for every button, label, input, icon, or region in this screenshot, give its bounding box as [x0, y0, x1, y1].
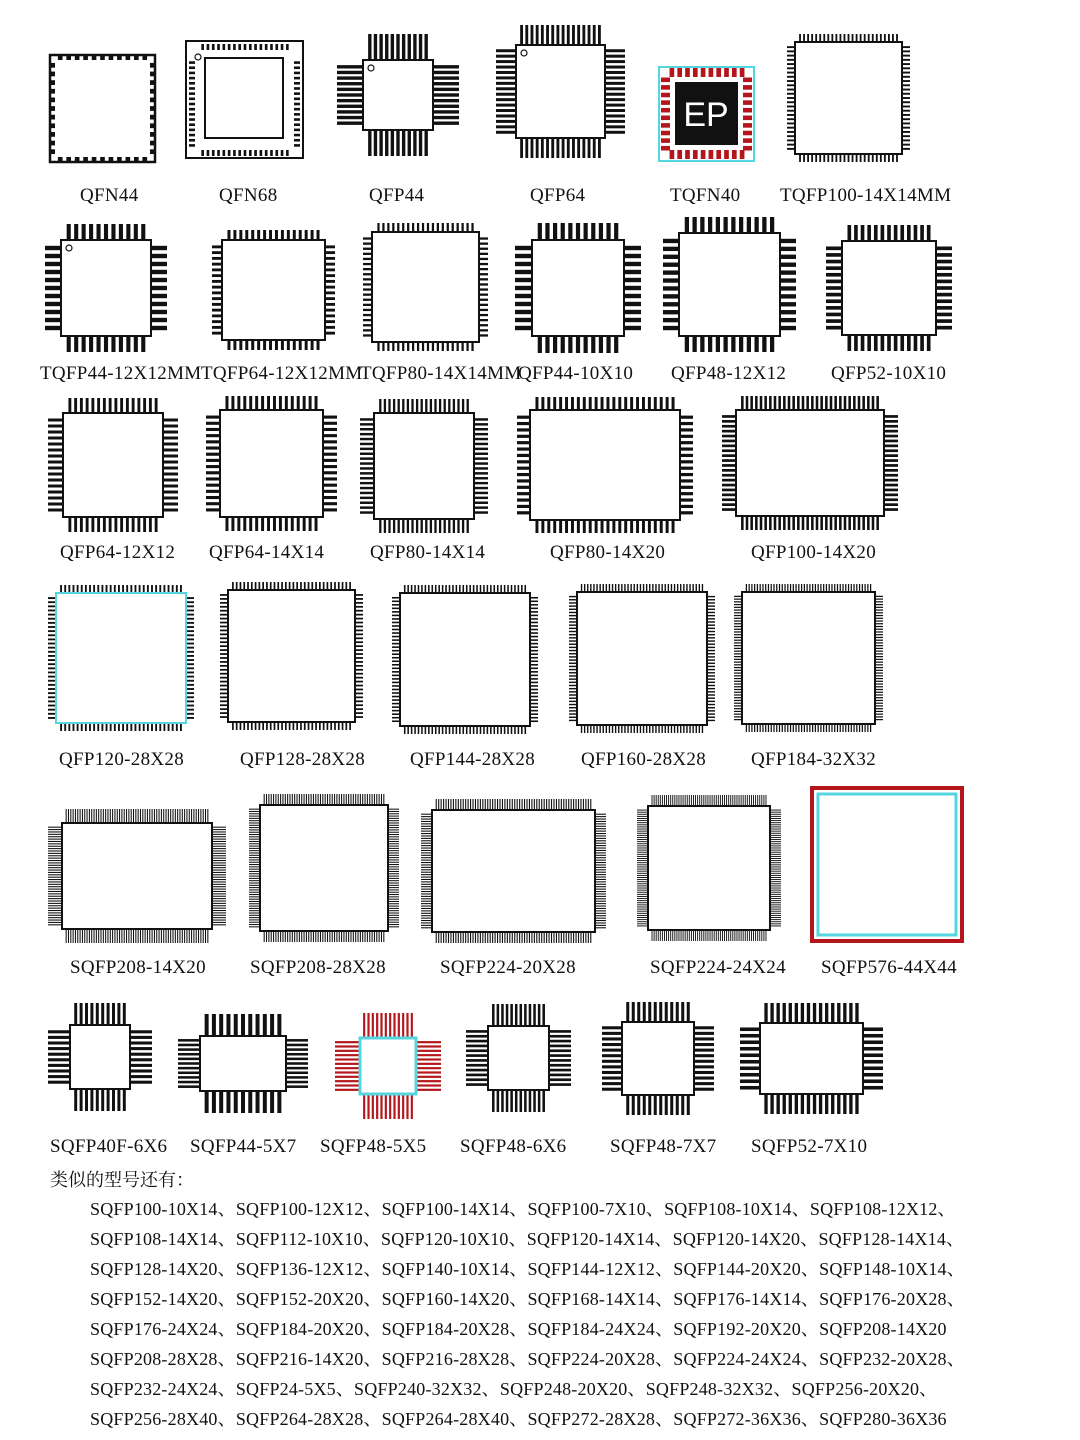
label-sqfp208-28x28: SQFP208-28X28 [250, 957, 386, 978]
label-tqfp64-12x12mm: TQFP64-12X12MM [201, 363, 363, 384]
package-sqfp44-5x7 [178, 1014, 308, 1113]
package-qfp44-10x10 [515, 223, 641, 353]
more-models-line: SQFP208-28X28、SQFP216-14X20、SQFP216-28X28、SQFP224-20X28、SQFP224-24X24、SQFP232-20X28、 [90, 1349, 965, 1369]
label-tqfp100-14x14mm: TQFP100-14X14MM [780, 185, 952, 206]
package-qfp100-14x20 [722, 396, 898, 530]
package-sqfp224-20x28 [421, 799, 606, 943]
label-qfp184-32x32: QFP184-32X32 [751, 749, 877, 770]
label-qfp80-14x14: QFP80-14X14 [370, 542, 486, 563]
label-sqfp52-7x10: SQFP52-7X10 [751, 1136, 868, 1157]
package-tqfp100-14x14mm [787, 34, 910, 162]
more-models-line: SQFP100-10X14、SQFP100-12X12、SQFP100-14X14、SQFP100-7X10、SQFP108-10X14、SQFP108-12X12、 [90, 1199, 956, 1219]
label-sqfp208-14x20: SQFP208-14X20 [70, 957, 206, 978]
label-qfp48-12x12: QFP48-12X12 [671, 363, 787, 384]
package-sqfp48-5x5 [335, 1013, 441, 1119]
package-sqfp52-7x10 [740, 1003, 883, 1114]
label-sqfp224-20x28: SQFP224-20X28 [440, 957, 576, 978]
label-sqfp576-44x44: SQFP576-44X44 [821, 957, 957, 978]
package-qfp128-28x28 [220, 582, 363, 730]
package-sqfp48-6x6 [466, 1004, 571, 1112]
package-tqfp64-12x12mm [212, 230, 335, 350]
label-qfp160-28x28: QFP160-28X28 [581, 749, 707, 770]
package-qfp64 [496, 25, 625, 158]
label-qfp52-10x10: QFP52-10X10 [831, 363, 947, 384]
more-models-line: SQFP152-14X20、SQFP152-20X20、SQFP160-14X20、SQFP168-14X14、SQFP176-14X14、SQFP176-20X28、 [90, 1289, 965, 1309]
package-sqfp48-7x7 [602, 1002, 714, 1115]
more-models-line: SQFP128-14X20、SQFP136-12X12、SQFP140-10X14、SQFP144-12X12、SQFP144-20X20、SQFP148-10X14、 [90, 1259, 965, 1279]
package-qfp64-12x12 [48, 398, 178, 532]
more-models-line: SQFP256-28X40、SQFP264-28X28、SQFP264-28X40、SQFP272-28X28、SQFP272-36X36、SQFP280-36X36 [90, 1409, 947, 1429]
package-tqfn40 [659, 67, 754, 161]
more-models-line: SQFP232-24X24、SQFP24-5X5、SQFP240-32X32、SQFP248-20X20、SQFP248-32X32、SQFP256-20X20、 [90, 1379, 938, 1399]
label-qfp120-28x28: QFP120-28X28 [59, 749, 185, 770]
package-qfp48-12x12 [663, 217, 796, 352]
package-qfp80-14x20 [517, 397, 693, 533]
label-qfp100-14x20: QFP100-14X20 [751, 542, 877, 563]
ep-label: EP [683, 96, 729, 134]
package-sqfp40f-6x6 [48, 1003, 152, 1111]
package-sqfp208-28x28 [249, 794, 399, 942]
label-qfp64: QFP64 [530, 185, 586, 206]
label-qfp64-14x14: QFP64-14X14 [209, 542, 325, 563]
package-tqfp80-14x14mm [363, 223, 488, 351]
package-qfp44 [337, 34, 459, 156]
label-sqfp224-24x24: SQFP224-24X24 [650, 957, 786, 978]
label-sqfp48-5x5: SQFP48-5X5 [320, 1136, 427, 1157]
label-sqfp40f-6x6: SQFP40F-6X6 [50, 1136, 168, 1157]
label-qfp44: QFP44 [369, 185, 425, 206]
package-qfn44 [50, 55, 155, 162]
package-sqfp208-14x20 [48, 809, 226, 943]
label-sqfp48-7x7: SQFP48-7X7 [610, 1136, 717, 1157]
package-qfp144-28x28 [392, 585, 538, 734]
package-sqfp576-44x44 [812, 788, 962, 941]
label-tqfp80-14x14mm: TQFP80-14X14MM [360, 363, 522, 384]
more-models-line: SQFP176-24X24、SQFP184-20X20、SQFP184-20X28、SQFP184-24X24、SQFP192-20X20、SQFP208-14X20 [90, 1319, 947, 1339]
package-tqfp44-12x12mm [45, 224, 167, 352]
label-qfp80-14x20: QFP80-14X20 [550, 542, 666, 563]
label-qfn68: QFN68 [219, 185, 278, 206]
label-qfp64-12x12: QFP64-12X12 [60, 542, 176, 563]
package-sqfp224-24x24 [637, 795, 781, 941]
package-qfp64-14x14 [206, 396, 337, 531]
label-sqfp48-6x6: SQFP48-6X6 [460, 1136, 567, 1157]
package-qfp52-10x10 [826, 225, 952, 351]
label-qfp144-28x28: QFP144-28X28 [410, 749, 536, 770]
label-tqfn40: TQFN40 [670, 185, 741, 206]
package-qfp120-28x28 [48, 585, 194, 731]
package-qfp184-32x32 [734, 584, 883, 732]
label-tqfp44-12x12mm: TQFP44-12X12MM [40, 363, 202, 384]
more-models-line: SQFP108-14X14、SQFP112-10X10、SQFP120-10X10、SQFP120-14X14、SQFP120-14X20、SQFP128-14X14、 [90, 1229, 965, 1249]
package-qfn68 [186, 41, 303, 158]
more-models-heading: 类似的型号还有： [50, 1170, 194, 1191]
label-qfn44: QFN44 [80, 185, 139, 206]
label-sqfp44-5x7: SQFP44-5X7 [190, 1136, 297, 1157]
package-qfp160-28x28 [569, 584, 715, 733]
package-qfp80-14x14 [360, 399, 488, 533]
label-qfp44-10x10: QFP44-10X10 [518, 363, 634, 384]
label-qfp128-28x28: QFP128-28X28 [240, 749, 366, 770]
